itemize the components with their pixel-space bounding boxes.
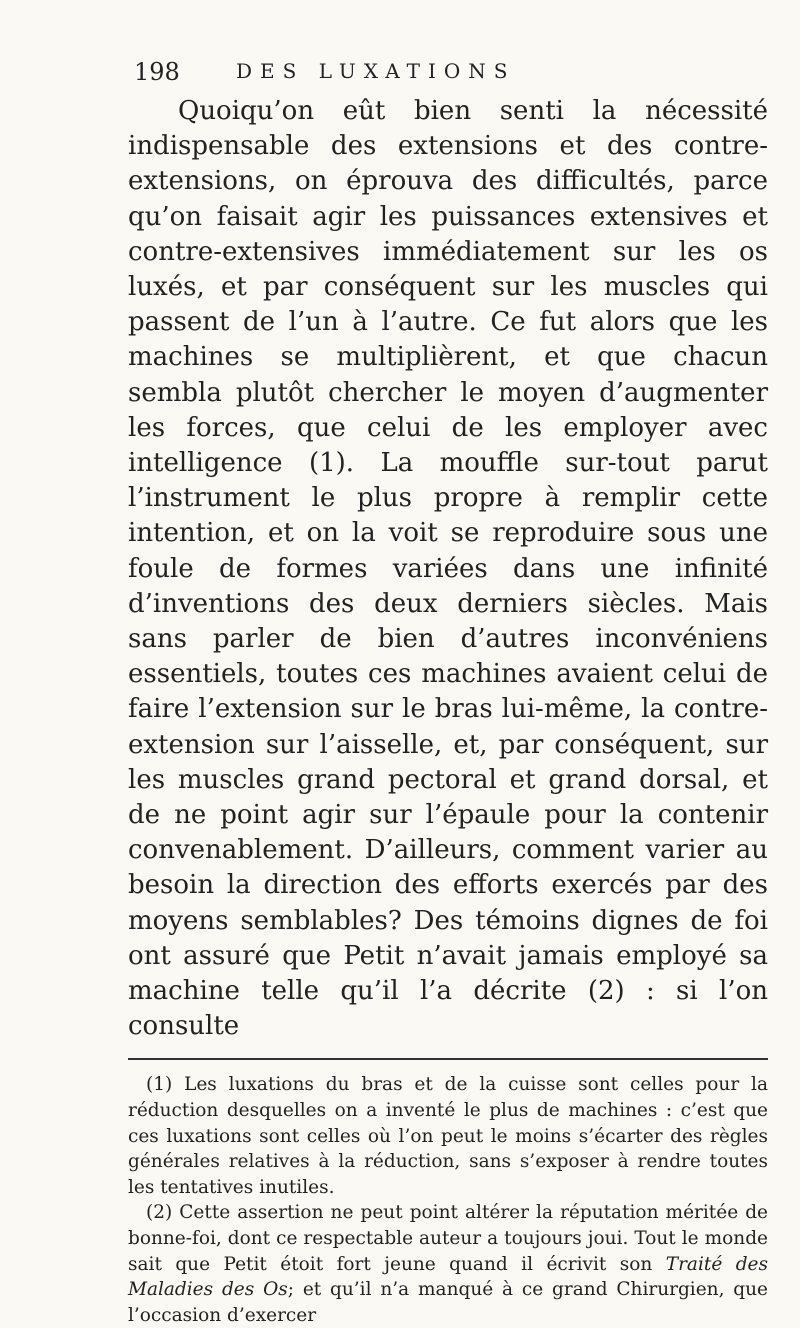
page-number: 198 — [134, 58, 180, 86]
footnote-2-text-end: ; et qu’il n’a manqué à ce grand Chirurgien, que l’occasion d’exercer — [128, 1279, 769, 1326]
footnote-2-text-start: (2) Cette assertion ne peut point altérer la réputation méritée de bonne-foi, dont ce respectable auteur a toujours joui. Tout le monde sait que Petit étoit fort jeune quand il écrivit son — [128, 1202, 768, 1275]
page-header — [128, 58, 768, 94]
footnote-2 — [128, 1200, 768, 1328]
running-title: DES LUXATIONS — [236, 59, 516, 83]
footnote-divider — [128, 1058, 768, 1060]
main-paragraph: Quoiqu’on eût bien senti la nécessité indispensable des extensions et des contre-extensions, on éprouva des difficultés, parce qu’on faisait agir les puissances extensives et contre-extensives immédiatement sur les os luxés, et par conséquent sur les muscles qui passent de l’un à l’autre. Ce fut alors que les machines se multiplièrent, et que chacun sembla plutôt chercher le moyen d’augmenter les forces, que celui de les employer avec intelligence (1). La mouffle sur-tout parut l’instrument le plus propre à remplir cette intention, et on la voit se reproduire sous une foule de formes variées dans une infinité d’inventions des deux derniers siècles. Mais sans parler de bien d’autres inconvéniens essentiels, toutes ces machines avaient celui de faire l’extension sur le bras lui-même, la contre-extension sur l’aisselle, et, par conséquent, sur les muscles grand pectoral et grand dorsal, et de ne point agir sur l’épaule pour la contenir convenablement. D’ailleurs, comment varier au besoin la direction des efforts exercés par des moyens semblables? Des témoins dignes de foi ont assuré que Petit n’avait jamais employé sa machine telle qu’il l’a décrite (2) : si l’on consulte — [128, 96, 768, 1042]
footnote-1: (1) Les luxations du bras et de la cuisse sont celles pour la réduction desquelles on a inventé le plus de machines : c’est que ces luxations sont celles où l’on peut le moins s’écarter des règles générales relatives à la réduction, sans s’exposer à rendre toutes les tentatives inutiles. — [128, 1074, 768, 1198]
footnote-2-book-title: Traité des Maladies des Os — [128, 1253, 768, 1301]
book-page — [128, 58, 768, 1328]
